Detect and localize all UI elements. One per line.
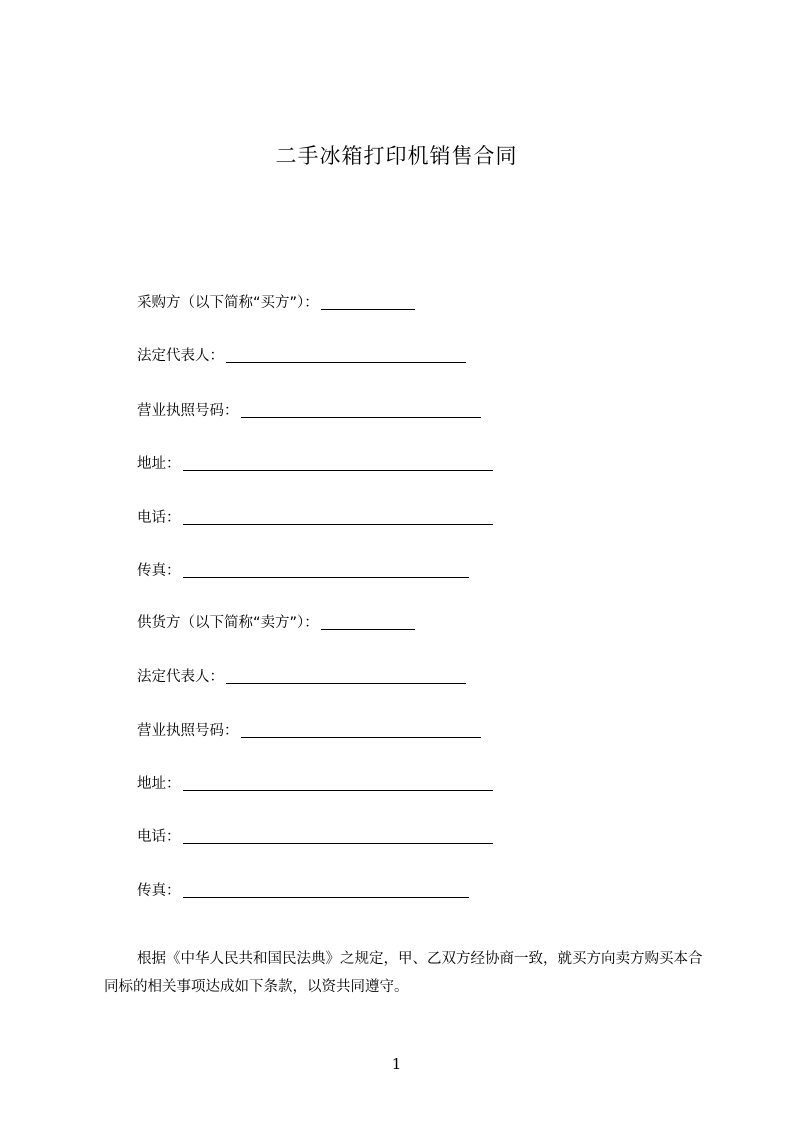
seller-fax-label: 传真： [137, 883, 181, 899]
buyer-representative-field [137, 342, 466, 366]
buyer-license-field [137, 397, 481, 421]
buyer-fax-field [137, 557, 469, 581]
buyer-fax-label: 传真： [137, 563, 181, 579]
seller-license-label: 营业执照号码： [137, 723, 239, 739]
buyer-representative-label: 法定代表人： [137, 348, 224, 364]
page-number: 1 [391, 1055, 402, 1073]
buyer-party-blank[interactable] [321, 293, 415, 310]
buyer-fax-blank[interactable] [183, 561, 469, 578]
seller-party-label: 供货方（以下简称“卖方”）： [137, 615, 319, 631]
intro-paragraph: 根据《中华人民共和国民法典》之规定，甲、乙双方经协商一致，就买方向卖方购买本合同标的相关事项达成如下条款，以资共同遵守。 [104, 950, 703, 995]
buyer-license-blank[interactable] [241, 401, 481, 418]
seller-license-blank[interactable] [241, 721, 481, 738]
buyer-address-label: 地址： [137, 456, 181, 472]
buyer-license-label: 营业执照号码： [137, 403, 239, 419]
seller-party-field [137, 609, 415, 633]
seller-license-field [137, 717, 481, 741]
buyer-address-field [137, 450, 493, 474]
seller-phone-blank[interactable] [183, 827, 493, 844]
seller-fax-blank[interactable] [183, 881, 469, 898]
buyer-party-label: 采购方（以下简称“买方”）： [137, 295, 319, 311]
buyer-party-field [137, 289, 415, 313]
buyer-phone-label: 电话： [137, 510, 181, 526]
buyer-phone-blank[interactable] [183, 508, 493, 525]
seller-representative-blank[interactable] [226, 667, 466, 684]
seller-party-blank[interactable] [321, 613, 415, 630]
seller-fax-field [137, 877, 469, 901]
seller-phone-label: 电话： [137, 829, 181, 845]
seller-representative-label: 法定代表人： [137, 669, 224, 685]
seller-address-blank[interactable] [183, 774, 493, 791]
buyer-address-blank[interactable] [183, 454, 493, 471]
seller-address-label: 地址： [137, 776, 181, 792]
seller-representative-field [137, 663, 466, 687]
buyer-phone-field [137, 504, 493, 528]
seller-address-field [137, 770, 493, 794]
seller-phone-field [137, 823, 493, 847]
buyer-representative-blank[interactable] [226, 346, 466, 363]
page-title: 二手冰箱打印机销售合同 [275, 144, 518, 168]
